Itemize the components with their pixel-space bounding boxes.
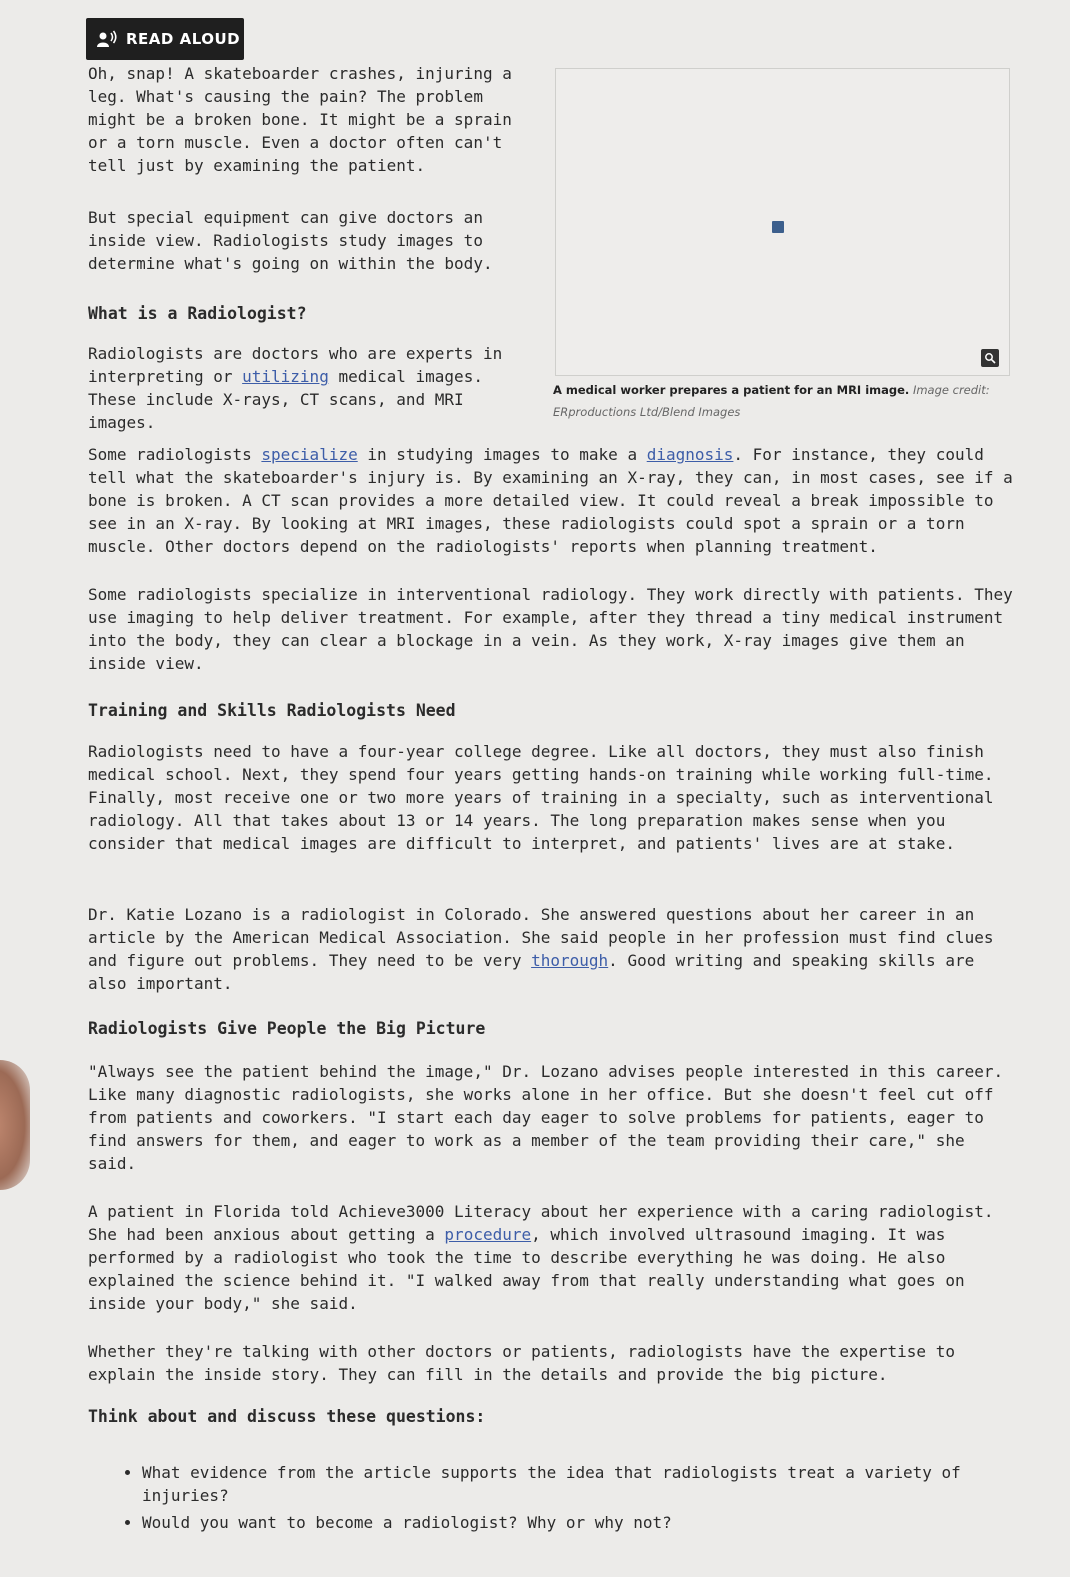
section1-paragraph-2 xyxy=(88,443,1018,558)
vocab-link-thorough[interactable]: thorough xyxy=(531,951,609,970)
text-span: Radiologists are doctors who are experts in interpreting or xyxy=(88,344,503,386)
section3-paragraph-1: "Always see the patient behind the image," Dr. Lozano advises people interested in this career. Like many diagnostic radiologists, she works alone in her office. But she doesn't feel cut off from patients and coworkers. "I start each day eager to solve problems for patients, eager to find answers for them, and eager to work as a member of the team providing their care," she said. xyxy=(88,1062,1004,1173)
text-span: Dr. Katie Lozano is a radiologist in Colorado. She answered questions about her career in an article by the American Medical Association. She said people in her profession must find clues and figure out problems. They need to be very xyxy=(88,905,994,970)
question-item: • Would you want to become a radiologist? Why or why not? xyxy=(142,1511,1002,1534)
section1-paragraph-1 xyxy=(88,342,538,434)
article-image xyxy=(555,68,1010,376)
questions-heading: Think about and discuss these questions: xyxy=(88,1407,486,1426)
vocab-link-procedure[interactable]: procedure xyxy=(444,1225,532,1244)
intro-paragraph-1: Oh, snap! A skateboarder crashes, injuring a leg. What's causing the pain? The problem might be a broken bone. It might be a sprain or a torn muscle. Even a doctor often can't tell just by examining the patient. xyxy=(88,64,512,175)
text-span: medical images. These include X-rays, CT scans, and MRI images. xyxy=(88,367,483,432)
caption-text: A medical worker prepares a patient for an MRI image. xyxy=(553,383,910,397)
section-heading-training: Training and Skills Radiologists Need xyxy=(88,701,456,720)
zoom-button[interactable] xyxy=(981,349,999,367)
text-span: . Good writing and speaking skills are also important. xyxy=(88,951,975,993)
section1-paragraph-3: Some radiologists specialize in interventional radiology. They work directly with patients. They use imaging to help deliver treatment. For example, after they thread a tiny medical instrument into the body, they can clear a blockage in a vein. As they work, X-ray images give them an inside view. xyxy=(88,585,1013,673)
section3-paragraph-3: Whether they're talking with other doctors or patients, radiologists have the expertise to explain the inside story. They can fill in the details and provide the big picture. xyxy=(88,1342,955,1384)
read-aloud-label: READ ALOUD xyxy=(126,30,241,48)
section2-paragraph-1: Radiologists need to have a four-year college degree. Like all doctors, they must also finish medical school. Next, they spend four years getting hands-on training while working full-time. Finally, most receive one or two more years of training in a specialty, such as interventional radiology. All that takes about 13 or 14 years. The long preparation makes sense when you consider that medical images are difficult to interpret, and patients' lives are at stake. xyxy=(88,742,994,853)
read-aloud-button[interactable] xyxy=(86,18,244,60)
text-span: Some radiologists xyxy=(88,445,262,464)
magnify-icon xyxy=(984,352,996,364)
intro-paragraph-2: But special equipment can give doctors an inside view. Radiologists study images to determine what's going on within the body. xyxy=(88,208,493,273)
vocab-link-utilizing[interactable]: utilizing xyxy=(242,367,329,386)
broken-image-icon xyxy=(772,221,784,233)
caption-credit: Image credit: ERproductions Ltd/Blend Images xyxy=(553,383,990,419)
section2-paragraph-2 xyxy=(88,903,1018,995)
section-heading-big-picture: Radiologists Give People the Big Picture xyxy=(88,1019,486,1038)
text-span: , which involved ultrasound imaging. It was performed by a radiologist who took the time to describe everything he was doing. He also explained the science behind it. "I walked away from that really understanding what goes on inside your body," she said. xyxy=(88,1225,965,1313)
section3-paragraph-2 xyxy=(88,1200,1018,1315)
section-heading-what-is: What is a Radiologist? xyxy=(88,304,307,323)
vocab-link-specialize[interactable]: specialize xyxy=(261,445,358,464)
text-span: . For instance, they could tell what the skateboarder's injury is. By examining an X-ray, they can, in most cases, see if a bone is broken. A CT scan provides a more detailed view. It could reveal a break impossible to see in an X-ray. By looking at MRI images, these radiologists could spot a sprain or a torn muscle. Other doctors depend on the radiologists' reports when planning treatment. xyxy=(88,445,1013,556)
question-item: • What evidence from the article supports the idea that radiologists treat a variety of injuries? xyxy=(142,1461,1002,1507)
text-span: in studying images to make a xyxy=(357,445,647,464)
questions-list xyxy=(120,1461,1002,1538)
speaker-person-icon xyxy=(96,30,118,48)
image-caption xyxy=(553,379,1013,423)
text-span: A patient in Florida told Achieve3000 Literacy about her experience with a caring radiologist. She had been anxious about getting a xyxy=(88,1202,994,1244)
finger-in-photo xyxy=(0,1060,30,1190)
vocab-link-diagnosis[interactable]: diagnosis xyxy=(646,445,734,464)
